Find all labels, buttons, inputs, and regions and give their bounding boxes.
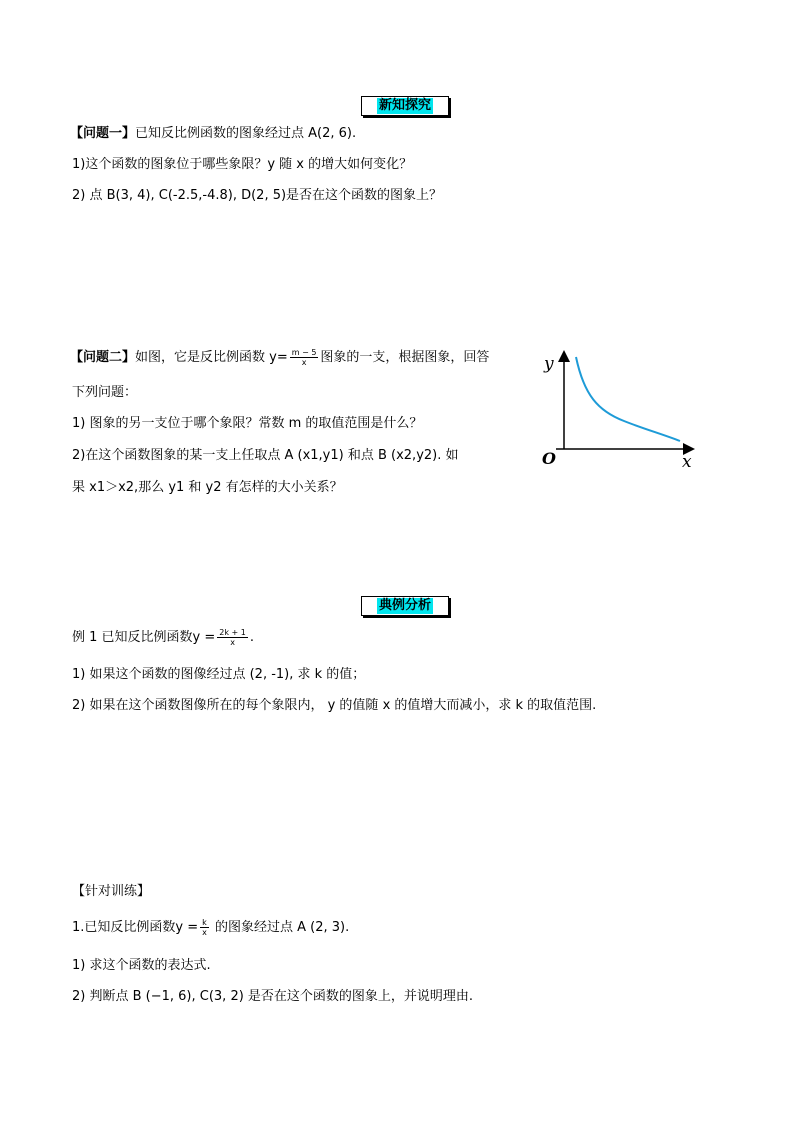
question-1 (70, 124, 356, 144)
hyperbola-graph (536, 345, 706, 475)
section-title-new-knowledge (361, 96, 449, 116)
question-2 (70, 348, 489, 368)
question-2-lead: 【问题二】 (70, 350, 136, 365)
training-item-2: 2) 判断点 B (−1, 6), C(3, 2) 是否在这个函数的图象上，并说明理由. (72, 989, 474, 1004)
training-title: 【针对训练】 (72, 884, 151, 899)
hyperbola-branch (576, 357, 680, 441)
question-1-item-1: 1)这个函数的图象位于哪些象限？y 随 x 的增大如何变化？ (72, 157, 413, 172)
question-2-fraction (290, 348, 319, 367)
fraction-denominator: x (301, 358, 307, 367)
question-1-lead: 【问题一】 (70, 126, 136, 141)
y-axis-label: y (544, 354, 554, 374)
question-2-text-after: 图象的一支，根据图象，回答 (320, 350, 490, 365)
question-2-line-2: 下列问题： (72, 385, 138, 400)
fraction-numerator: 2k + 1 (219, 628, 246, 637)
section-title-text: 典例分析 (378, 598, 431, 613)
training-question-1 (72, 918, 349, 938)
question-2-item-1: 1) 图象的另一支位于哪个象限？常数 m 的取值范围是什么？ (72, 416, 423, 431)
section-title-text: 新知探究 (378, 98, 431, 113)
question-1-item-2: 2) 点 B(3, 4), C(-2.5,-4.8), D(2, 5)是否在这个函数的图象上？ (72, 188, 443, 203)
example-1-text-before: 例 1 已知反比例函数y = (72, 630, 216, 645)
question-1-text: 已知反比例函数的图象经过点 A(2, 6). (135, 126, 357, 141)
section-title-example-analysis (361, 596, 449, 616)
training-item-1: 1) 求这个函数的表达式. (72, 958, 211, 973)
example-1-text-after: . (249, 630, 255, 645)
fraction-denominator: x (202, 928, 207, 937)
example-1-fraction (217, 628, 248, 647)
origin-label: O (542, 449, 556, 468)
training-text-before: 1.已知反比例函数y = (72, 920, 199, 935)
fraction-numerator: m − 5 (291, 348, 317, 357)
fraction-denominator: x (230, 638, 235, 647)
example-1-item-2: 2) 如果在这个函数图像所在的每个象限内， y 的值随 x 的值增大而减小，求 k 的取值范围. (72, 698, 597, 713)
question-2-item-2: 2)在这个函数图象的某一支上任取点 A (x1,y1) 和点 B (x2,y2). 如 (72, 448, 459, 463)
example-1-item-1: 1) 如果这个函数的图像经过点 (2, -1), 求 k 的值； (72, 667, 366, 682)
example-1 (72, 628, 254, 648)
training-fraction (200, 918, 209, 937)
training-text-after: 的图象经过点 A (2, 3). (210, 920, 350, 935)
fraction-numerator: k (200, 918, 209, 928)
x-axis-label: x (682, 452, 692, 472)
question-2-item-3: 果 x1＞x2,那么 y1 和 y2 有怎样的大小关系？ (72, 480, 343, 495)
question-2-text-before: 如图，它是反比例函数 y= (135, 350, 288, 365)
